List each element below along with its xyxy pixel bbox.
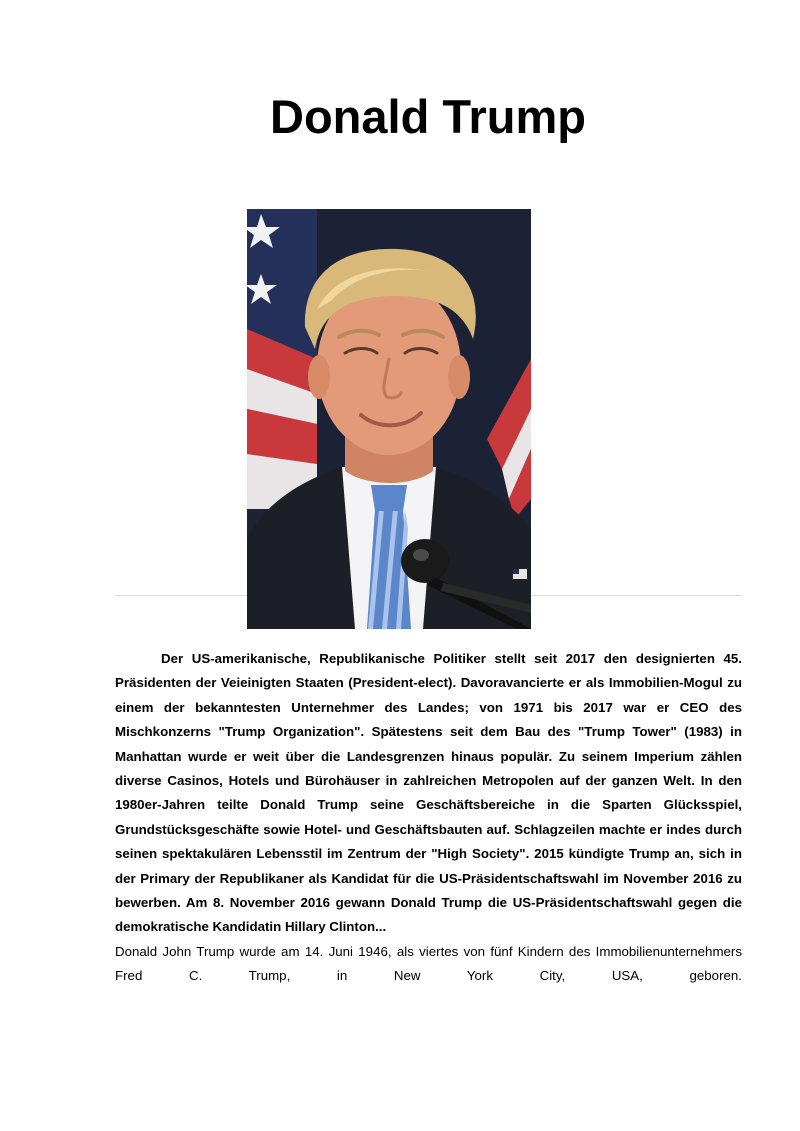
article-body (115, 647, 742, 989)
bio-paragraph: Donald John Trump wurde am 14. Juni 1946, als viertes von fünf Kindern des Immobilienunternehmers Fred C. Trump, in New York City, USA, geboren. (115, 943, 742, 984)
american-flag-left (247, 209, 317, 509)
lead-paragraph: Der US-amerikanische, Republikanische Politiker stellt seit 2017 den designierten 45. Präsidenten der Veieinigten Staaten (President-elect). Davoravancierte er als Immobilien-Mogul zu einem der bekanntesten Unternehmer des Landes; von 1971 bis 2017 war er CEO des Mischkonzerns "Trump Organization". Spätestens seit dem Bau des "Trump Tower" (1983) in Manhattan wurde er weit über die Landesgrenzen hinaus populär. Zu seinem Imperium zählen diverse Casinos, Hotels und Bürohäuser in zahlreichen Metropolen auf der ganzen Welt. In den 1980er-Jahren teilte Donald Trump seine Geschäftsbereiche in die Sparten Glücksspiel, Grundstücksgeschäfte sowie Hotel- und Geschäftsbauten auf. Schlagzeilen machte er indes durch seinen spektakulären Lebensstil im Zentrum der "High Society". 2015 kündigte Trump an, sich in der Primary der Republikaner als Kandidat für die US-Präsidentschaftswahl im November 2016 zu bewerben. Am 8. November 2016 gewann Donald Trump die US-Präsidentschaftswahl gegen die demokratische Kandidatin Hillary Clinton... (115, 651, 742, 935)
document-title: Donald Trump (270, 90, 586, 143)
portrait-photo (247, 209, 531, 629)
